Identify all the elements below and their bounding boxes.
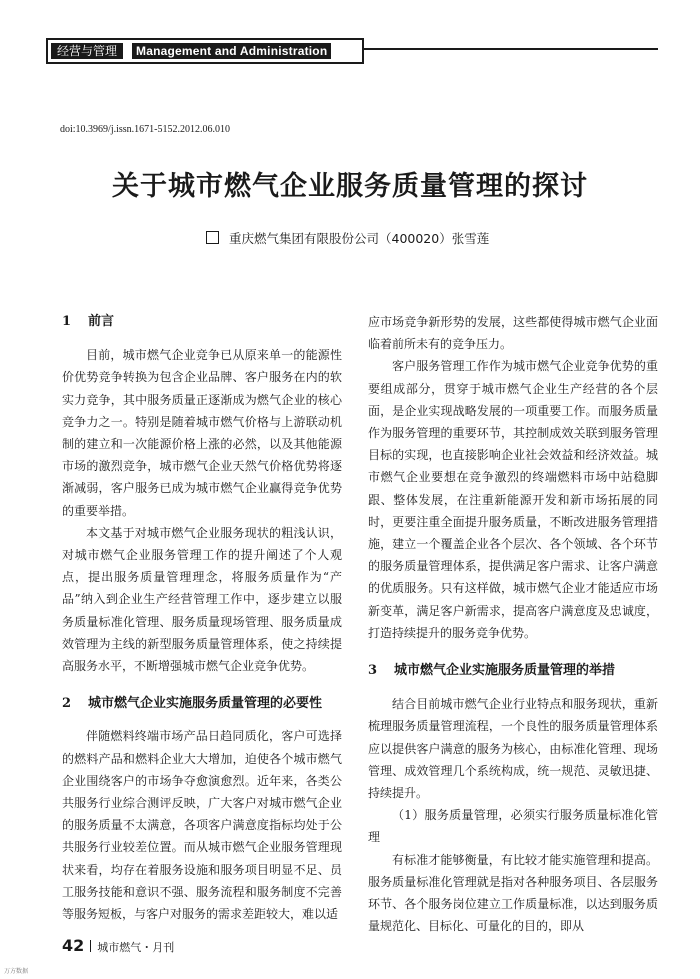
corner-mark: 万方数据	[4, 968, 29, 975]
section-3-title: 城市燃气企业实施服务质量管理的举措	[394, 663, 616, 679]
article-title: 关于城市燃气企业服务质量管理的探讨	[112, 171, 588, 202]
subsection-1-paragraph: 有标准才能够衡量，有比较才能实施管理和提高。服务质量标准化管理就是指对各种服务项目、各层服务环节、各个服务岗位建立工作质量标准，以达到服务质量规范化、目标化、可量化的目的，即从	[368, 852, 658, 934]
section-2-title: 城市燃气企业实施服务质量管理的必要性	[88, 696, 323, 712]
section-3-heading	[368, 660, 658, 682]
header-rule	[364, 48, 658, 50]
right-paragraph-1: 客户服务管理工作作为城市燃气企业竞争优势的重要组成部分，贯穿于城市燃气企业生产经营的各个层面，是企业实现战略发展的一项重要工作。而服务质量作为服务管理的重要环节，其控制成效关联到服务管理目标的实现，也直接影响企业社会效益和经济效益。城市燃气企业要想在竞争激烈的终端燃料市场中站稳脚跟、整体发展，在注重新能源开发和新市场拓展的同时，更要注重全面提升服务质量，不断改进服务管理措施，建立一个覆盖企业各个层次、各个领域、各个环节的服务质量管理体系，提供满足客户需求、让客户满意的优质服务。只有这样做，城市燃气企业才能适应市场新变革，满足客户新需求，提高客户满意度及忠诚度，打造持续提升的服务竞争优势。	[368, 359, 658, 640]
author-text: 重庆燃气集团有限股份公司（400020）张雪莲	[229, 231, 490, 246]
section-title-en: Management and Administration	[132, 43, 331, 59]
left-column	[62, 311, 342, 925]
page-footer	[62, 936, 174, 955]
journal-name: 城市燃气・月刊	[97, 941, 175, 954]
section-2-paragraph-1: 伴随燃料终端市场产品日趋同质化，客户可选择的燃料产品和燃料企业大大增加，迫使各个城市燃气企业围绕客户的市场争夺愈演愈烈。近年来，各类公共服务行业综合测评反映，广大客户对城市燃气企业的服务质量不太满意，各项客户满意度指标均处于公共服务行业较差位置。而从城市燃气企业服务管理现状来看，均存在着服务设施和服务项目明显不足、员工服务技能和意识不强、服务流程和服务制度不完善等服务短板，与客户对服务的需求差距较大，难以适	[62, 729, 342, 922]
section-1-heading	[62, 311, 342, 333]
section-3-paragraph-1: 结合目前城市燃气企业行业特点和服务现状，重新梳理服务质量管理流程，一个良性的服务质量管理体系应以提供客户满意的服务为核心，由标准化管理、现场管理、成效管理几个系统构成，统一规范、灵敏迅捷、持续提升。	[368, 697, 658, 801]
continued-paragraph: 应市场竞争新形势的发展，这些都使得城市燃气企业面临着前所未有的竞争压力。	[368, 315, 658, 352]
section-1-number: 1	[62, 314, 72, 329]
square-bullet-icon	[206, 231, 219, 244]
right-column	[368, 311, 658, 937]
section-1-paragraph-2: 本文基于对城市燃气企业服务现状的粗浅认识，对城市燃气企业服务管理工作的提升阐述了个人观点，提出服务质量管理理念，将服务质量作为“产品”纳入到企业生产经营管理工作中，逐步建立以服务质量标准化管理、服务质量现场管理、服务质量成效管理为主线的新型服务质量管理体系，使之持续提高服务水平，不断增强城市燃气企业竞争优势。	[62, 525, 342, 674]
section-1-title: 前言	[88, 314, 115, 329]
page-number: 42	[62, 936, 85, 955]
section-title-cn: 经营与管理	[51, 43, 123, 59]
section-header-box	[46, 38, 364, 64]
section-2-heading	[62, 693, 342, 715]
footer-divider	[90, 940, 91, 952]
subsection-1-heading: （1）服务质量管理，必须实行服务质量标准化管理	[368, 808, 658, 845]
section-3-number: 3	[368, 663, 378, 679]
section-1-paragraph-1: 目前，城市燃气企业竞争已从原来单一的能源性价优势竞争转换为包含企业品牌、客户服务在内的软实力竞争，其中服务质量正逐渐成为燃气企业的核心竞争力之一。特别是随着城市燃气价格与上游联动机制的建立和一次能源价格上涨的必然，以及其他能源市场的激烈竞争，城市燃气企业天然气价格优势将逐渐减弱，客户服务已成为城市燃气企业赢得竞争优势的重要举措。	[62, 348, 342, 518]
section-header	[46, 38, 658, 62]
section-2-number: 2	[62, 696, 72, 712]
doi-line: doi:10.3969/j.issn.1671-5152.2012.06.010	[60, 124, 231, 135]
author-line	[206, 229, 489, 247]
